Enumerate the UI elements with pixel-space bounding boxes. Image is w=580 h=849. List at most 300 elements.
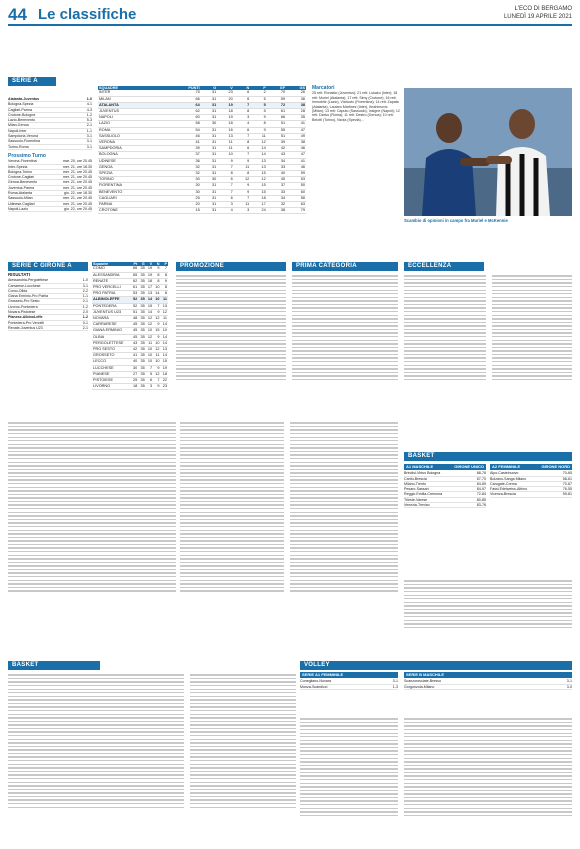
serie-c-standing-cell: 10 xyxy=(153,340,160,346)
basket-a1-group: GIRONE UNICO xyxy=(454,464,484,469)
serie-a-standing-cell: 30 xyxy=(165,189,201,195)
serie-a-standing-cell: 31 xyxy=(201,127,218,133)
serie-c-standing-cell: 8 xyxy=(161,272,168,278)
serie-a-standing-cell: 3 xyxy=(234,115,251,121)
basket-a2-result-match: Fassi Edelweiss-Albino xyxy=(490,487,527,492)
serie-a-standing-cell: 7 xyxy=(234,102,251,108)
serie-c-result-score: 1-1 xyxy=(82,294,88,299)
serie-c-standing-cell: 42 xyxy=(131,346,138,352)
serie-a-standing-cell: 7 xyxy=(217,183,234,189)
serie-c-standing-cell: 18 xyxy=(146,278,153,284)
serie-a-standing-cell: 34 xyxy=(267,195,286,201)
serie-a-standing-cell: 60 xyxy=(165,115,201,121)
serie-c-standing-cell: JUVENTUS U23 xyxy=(92,309,131,315)
serie-a-standing-cell: 11 xyxy=(217,146,234,152)
serie-a-standing-cell: 23 xyxy=(217,90,234,96)
serie-a-standing-cell: 31 xyxy=(201,170,218,176)
serie-a-standing-cell: TORINO xyxy=(98,177,165,183)
serie-c-standing-cell: 35 xyxy=(138,365,145,371)
serie-a-standing-cell: 31 xyxy=(201,96,218,102)
serie-c-standing-cell: 8 xyxy=(161,284,168,290)
serie-a-standing-cell: VERONA xyxy=(98,139,165,145)
serie-a-standing-cell: 11 xyxy=(234,164,251,170)
serie-a-standing-cell: 7 xyxy=(234,133,251,139)
basket-a2-result-row xyxy=(490,492,572,497)
serie-a-standing-cell: 18 xyxy=(217,108,234,114)
serie-c-standing-cell: 43 xyxy=(131,340,138,346)
next-round-match: Bologna-Torino xyxy=(8,169,33,174)
serie-a-standing-cell: 5 xyxy=(250,108,267,114)
paper-date: LUNEDÌ 19 APRILE 2021 xyxy=(503,14,572,20)
serie-c-standing-cell: 35 xyxy=(138,291,145,297)
serie-c-standing-cell: 35 xyxy=(138,284,145,290)
next-round-match: Roma-Atalanta xyxy=(8,191,32,196)
serie-c-standing-cell: 12 xyxy=(153,346,160,352)
serie-c-standing-cell: 15 xyxy=(161,359,168,365)
serie-a-standing-cell: BENEVENTO xyxy=(98,189,165,195)
serie-c-standing-cell: 10 xyxy=(146,346,153,352)
serie-a-standing-cell: 19 xyxy=(217,102,234,108)
serie-a-standing-cell: 9 xyxy=(234,183,251,189)
serie-a-standing-cell: 15 xyxy=(250,183,267,189)
serie-a-standing-cell: 51 xyxy=(267,133,286,139)
serie-c-standing-cell: 10 xyxy=(153,297,160,303)
serie-a-standing-cell: 9 xyxy=(217,158,234,164)
serie-c-standing-col-header: Pt xyxy=(131,262,138,266)
serie-a-standing-cell: 40 xyxy=(267,170,286,176)
volley-a1-heading xyxy=(300,672,398,678)
serie-a-standing-cell: 9 xyxy=(250,127,267,133)
basket-a1-result-match: Reggio Emilia-Cremona xyxy=(404,492,443,497)
serie-a-result-match: Cagliari-Parma xyxy=(8,107,32,112)
serie-a-standing-cell: 6 xyxy=(217,177,234,183)
serie-a-result-row xyxy=(8,145,92,150)
serie-a-result-score: 1-2 xyxy=(86,112,92,117)
serie-c-results xyxy=(8,273,88,383)
serie-a-standing-cell: 31 xyxy=(201,195,218,201)
serie-a-standing-cell: 72 xyxy=(267,102,286,108)
serie-c-standing-cell: 10 xyxy=(146,353,153,359)
serie-a-standing-cell: 70 xyxy=(267,90,286,96)
serie-a-standing-cell: 25 xyxy=(165,195,201,201)
serie-a-standing-cell: 42 xyxy=(267,146,286,152)
serie-a-standing-cell: 2 xyxy=(250,90,267,96)
serie-a-standing-cell: FIORENTINA xyxy=(98,183,165,189)
serie-c-standing-cell: 22 xyxy=(161,377,168,383)
serie-c-result-match: Renate-Juventus U23 xyxy=(8,325,43,330)
serie-a-standing-cell: SAMPDORIA xyxy=(98,146,165,152)
volley-b-result-score: 3-0 xyxy=(566,684,572,689)
serie-a-standing-cell: 66 xyxy=(267,115,286,121)
serie-c-standing-col-header: G xyxy=(138,262,145,266)
basket-a1-result-score: 72-84 xyxy=(476,492,486,497)
page-title: Le classifiche xyxy=(38,6,137,23)
serie-a-standing-cell: 11 xyxy=(217,139,234,145)
volley-standings-2 xyxy=(404,716,572,842)
serie-c-standing-cell: 35 xyxy=(138,272,145,278)
serie-c-standing-cell: GIANA ERMINIO xyxy=(92,328,131,334)
serie-a-standing-cell: 31 xyxy=(201,102,218,108)
serie-a-standing-cell: 32 xyxy=(267,201,286,207)
serie-c-result-score: 1-0 xyxy=(82,278,88,283)
serie-a-standing-cell: CAGLIARI xyxy=(98,195,165,201)
serie-a-standing-cell: 14 xyxy=(250,152,267,158)
serie-a-standing-cell: 8 xyxy=(217,170,234,176)
serie-a-standing-cell: 11 xyxy=(250,133,267,139)
volley-a1-result-score: 3-1 xyxy=(392,679,398,684)
serie-c-standing-cell: PERGOLETTESE xyxy=(92,340,131,346)
serie-a-standing-cell: 31 xyxy=(201,108,218,114)
basket-a1-result-match: Brindisi-Virtus Bologna xyxy=(404,471,441,476)
next-round-title: Prossimo Turno xyxy=(8,152,46,159)
serie-a-standing-cell: 31 xyxy=(201,133,218,139)
serie-a-standing-cell: 53 xyxy=(286,177,306,183)
serie-c-standing-cell: OLBIA xyxy=(92,334,131,340)
serie-c-standing-cell: 12 xyxy=(146,334,153,340)
serie-a-standing-cell: PARMA xyxy=(98,201,165,207)
basket-a1-title: A1 MASCHILE xyxy=(406,464,434,469)
serie-a-standing-cell: 26 xyxy=(286,90,306,96)
serie-c-standing-cell: 35 xyxy=(138,384,145,390)
section-basket-bottom: BASKET xyxy=(8,661,100,670)
serie-c-standing-cell: 45 xyxy=(131,328,138,334)
serie-a-result-match: Napoli-Inter xyxy=(8,128,27,133)
basket-a1-result-score: 67-70 xyxy=(476,476,486,481)
serie-c-standing-cell: 62 xyxy=(131,278,138,284)
volley-b-result-match: Gorgonzola-Milano xyxy=(404,684,435,689)
serie-c-standing-cell: LECCO xyxy=(92,359,131,365)
basket-a1-result-score: 80-85 xyxy=(476,497,486,502)
serie-a-result-match: Bologna-Spezia xyxy=(8,102,34,107)
serie-a-result-match: Milan-Genoa xyxy=(8,123,29,128)
serie-a-standing-cell: 39 xyxy=(267,139,286,145)
basket-a2-result-score: 59-81 xyxy=(562,492,572,497)
serie-c-standing-cell: 14 xyxy=(146,297,153,303)
serie-a-standing-cell: 7 xyxy=(234,195,251,201)
basket-a2-result-match: Bolzano-Sanga Milano xyxy=(490,476,527,481)
serie-c-standing-col-header: N xyxy=(153,262,160,266)
serie-c-standing-cell: PRO PATRIA xyxy=(92,291,131,297)
serie-a-standing-cell: 75 xyxy=(165,90,201,96)
serie-c-standing-cell: 12 xyxy=(153,315,160,321)
serie-c-standing-cell: 35 xyxy=(138,377,145,383)
serie-a-result-score: 1-1 xyxy=(86,128,92,133)
serie-c-standing-cell: 35 xyxy=(138,315,145,321)
serie-a-standing-cell: 8 xyxy=(234,108,251,114)
volley-standings-1 xyxy=(300,716,398,842)
basket-a1-result-score: 84-97 xyxy=(476,487,486,492)
serie-c-standing-cell: 45 xyxy=(131,334,138,340)
serie-a-standing-cell: 4 xyxy=(217,208,234,214)
serie-c-standing-cell: 52 xyxy=(131,297,138,303)
serie-c-standing-col-header: Squadre xyxy=(92,262,131,266)
serie-a-standing-cell: 12 xyxy=(250,139,267,145)
serie-c-standing-cell: 12 xyxy=(146,322,153,328)
serie-c-standing-cell: PRO VERCELLI xyxy=(92,284,131,290)
serie-a-standing-cell: UDINESE xyxy=(98,158,165,164)
serie-c-result-match: Como-Olbia xyxy=(8,288,28,293)
serie-c-standing-cell: 10 xyxy=(146,328,153,334)
serie-c-standing-cell: 13 xyxy=(161,346,168,352)
serie-a-standing-cell: 59 xyxy=(267,96,286,102)
basket-a2-result-match: Vicenza-Brescia xyxy=(490,492,516,497)
serie-a-standing-cell: 59 xyxy=(286,170,306,176)
serie-a-standing-cell: 8 xyxy=(234,139,251,145)
section-serie-a: SERIE A xyxy=(8,77,56,86)
serie-c-standing-cell: PRO SESTO xyxy=(92,346,131,352)
page-number: 44 xyxy=(8,5,27,24)
serie-a-standing-cell: 31 xyxy=(201,158,218,164)
serie-a-standing-cell: 43 xyxy=(267,152,286,158)
serie-a-standing-cell: 31 xyxy=(201,152,218,158)
serie-a-standing-cell: 20 xyxy=(165,201,201,207)
serie-a-standings-table xyxy=(98,86,306,214)
serie-a-standing-col-header: GS xyxy=(286,86,306,90)
serie-c-result-row xyxy=(8,326,88,331)
serie-a-standing-cell: 11 xyxy=(234,201,251,207)
serie-a-standing-cell: 17 xyxy=(250,201,267,207)
next-round-score: mer. 21, ore 20.45 xyxy=(62,201,92,206)
serie-a-standing-cell: NAPOLI xyxy=(98,115,165,121)
serie-c-standing-cell: PONTEDERA xyxy=(92,303,131,309)
serie-c-standings-table xyxy=(92,262,168,390)
girone-block-2 xyxy=(180,420,284,640)
serie-a-standing-cell: GENOA xyxy=(98,164,165,170)
serie-c-standing-cell: LUCCHESE xyxy=(92,365,131,371)
serie-a-standing-cell: 51 xyxy=(267,121,286,127)
players-photo-image xyxy=(404,88,572,216)
serie-c-standing-cell: 48 xyxy=(131,315,138,321)
serie-a-standing-cell: 20 xyxy=(217,96,234,102)
basket-a1-result-match: Venezia-Treviso xyxy=(404,503,430,508)
volley-a1-result-match: Conegliano-Novara xyxy=(300,679,331,684)
serie-a-standing-cell: 50 xyxy=(286,183,306,189)
serie-c-standing-cell: 27 xyxy=(131,371,138,377)
serie-c-standing-cell: 14 xyxy=(161,322,168,328)
photo-caption: Scambio di opinioni in campo fra Muriel e McKennie xyxy=(404,218,508,223)
serie-a-standing-cell: 35 xyxy=(286,115,306,121)
prima-block xyxy=(292,273,398,413)
serie-c-standing-cell: 8 xyxy=(161,291,168,297)
serie-a-standing-cell: 5 xyxy=(250,96,267,102)
serie-c-standing-cell: 35 xyxy=(138,346,145,352)
section-eccellenza: ECCELLENZA xyxy=(404,262,484,271)
serie-a-standing-cell: 54 xyxy=(165,127,201,133)
basket-a1-result-score: 83-76 xyxy=(476,503,486,508)
serie-c-standing-cell: COMO xyxy=(92,266,131,272)
serie-a-standing-cell: 6 xyxy=(234,90,251,96)
serie-c-result-match: Giana Erminio-Pro Patria xyxy=(8,294,48,299)
serie-c-standing-cell: 15 xyxy=(153,328,160,334)
serie-a-result-score: 3-1 xyxy=(86,134,92,139)
serie-a-standing-cell: 39 xyxy=(165,146,201,152)
serie-c-standing-cell: 25 xyxy=(131,377,138,383)
serie-c-standing-cell: 18 xyxy=(161,371,168,377)
volley-b-title: SERIE B MASCHILE xyxy=(406,672,445,677)
serie-a-standing-col-header: GF xyxy=(267,86,286,90)
serie-a-standing-cell: 5 xyxy=(250,102,267,108)
serie-a-standing-cell: JUVENTUS xyxy=(98,108,165,114)
basket-a1-result-match: Pesaro-Sassari xyxy=(404,487,429,492)
serie-c-standing-cell: 19 xyxy=(146,272,153,278)
serie-a-standing-cell: 15 xyxy=(165,208,201,214)
serie-a-standing-cell: 19 xyxy=(217,115,234,121)
match-photo xyxy=(404,88,572,216)
serie-c-standing-cell: RENATE xyxy=(92,278,131,284)
serie-c-standing-cell: NOVARA xyxy=(92,315,131,321)
volley-a1-result-score: 1-3 xyxy=(392,684,398,689)
serie-c-standing-cell: 7 xyxy=(161,266,168,272)
serie-c-result-match: Pontedera-Pro Vercelli xyxy=(8,320,44,325)
serie-a-standing-cell: 46 xyxy=(286,164,306,170)
next-round-score: mer. 21, ore 20.45 xyxy=(62,196,92,201)
volley-a1-block xyxy=(300,672,398,712)
serie-c-standing-cell: 65 xyxy=(131,272,138,278)
basket-standings-block xyxy=(404,578,572,640)
serie-a-standing-cell: 37 xyxy=(267,183,286,189)
serie-a-standing-cell: 41 xyxy=(165,139,201,145)
serie-a-standing-cell: 61 xyxy=(267,108,286,114)
serie-a-standing-cell: 13 xyxy=(250,164,267,170)
basket-a2-result-score: 70-65 xyxy=(562,471,572,476)
serie-a-standing-cell: 47 xyxy=(286,152,306,158)
serie-a-standing-cell: 37 xyxy=(165,152,201,158)
serie-c-standing-cell: 10 xyxy=(153,359,160,365)
serie-a-result-score: 4-3 xyxy=(86,107,92,112)
serie-c-standing-cell: LIVORNO xyxy=(92,384,131,390)
serie-a-standing-cell: BOLOGNA xyxy=(98,152,165,158)
paper-name: L'ECO DI BERGAMO xyxy=(514,6,572,12)
basket-a2-block xyxy=(490,464,572,574)
serie-a-result-match: Atalanta-Juventus xyxy=(8,97,40,101)
serie-c-standing-cell: 35 xyxy=(138,322,145,328)
serie-a-standing-cell: 34 xyxy=(267,158,286,164)
serie-a-standing-cell: 60 xyxy=(286,189,306,195)
serie-a-result-match: Torino-Roma xyxy=(8,144,29,149)
serie-c-standing-cell: 18 xyxy=(131,384,138,390)
serie-c-results-title: RISULTATI xyxy=(8,272,30,277)
serie-c-result-match: Carrarese-Lucchese xyxy=(8,283,41,288)
serie-c-result-score: 2-1 xyxy=(82,325,88,330)
next-round-score: mer. 21, ore 18.30 xyxy=(62,164,92,169)
basket-a1-heading xyxy=(404,464,486,470)
serie-a-standing-cell: 6 xyxy=(234,96,251,102)
serie-c-result-score: 2-1 xyxy=(82,299,88,304)
serie-a-standing-row xyxy=(98,208,306,214)
serie-a-standing-cell: 31 xyxy=(201,208,218,214)
serie-a-standing-cell: 6 xyxy=(234,146,251,152)
serie-c-standings xyxy=(92,262,168,389)
serie-a-standing-cell: 31 xyxy=(201,164,218,170)
volley-b-result-score: 3-1 xyxy=(566,679,572,684)
serie-c-standing-cell: 19 xyxy=(146,266,153,272)
serie-c-result-match: Grosseto-Pro Sesto xyxy=(8,299,40,304)
serie-a-standing-cell: 31 xyxy=(201,183,218,189)
serie-c-standing-cell: 35 xyxy=(138,340,145,346)
serie-a-standing-cell: 62 xyxy=(165,108,201,114)
serie-a-standing-cell: 31 xyxy=(201,189,218,195)
serie-c-standing-cell: 23 xyxy=(161,384,168,390)
serie-a-standing-cell: 4 xyxy=(234,121,251,127)
serie-c-standing-cell: GROSSETO xyxy=(92,353,131,359)
serie-c-standing-cell: 53 xyxy=(131,291,138,297)
serie-a-standing-cell: 64 xyxy=(165,102,201,108)
basket-a1-result-match: Cantù-Brescia xyxy=(404,476,427,481)
serie-a-standing-cell: 13 xyxy=(217,133,234,139)
serie-c-standing-cell: 35 xyxy=(138,371,145,377)
next-round-score: gio. 22, ore 18.30 xyxy=(64,191,92,196)
serie-a-standing-cell: 32 xyxy=(165,164,201,170)
volley-b-heading xyxy=(404,672,572,678)
basket-a2-result-score: 76-55 xyxy=(562,487,572,492)
serie-c-result-score: 1-2 xyxy=(82,304,88,309)
basket-a1-result-score: 88-76 xyxy=(476,471,486,476)
serie-a-standing-cell: 14 xyxy=(250,146,267,152)
serie-c-result-score: 2-0 xyxy=(82,310,88,315)
serie-a-result-score: 4-1 xyxy=(86,102,92,107)
serie-c-standing-cell: PISTOIESE xyxy=(92,377,131,383)
serie-c-standing-cell: CARRARESE xyxy=(92,322,131,328)
serie-c-standing-cell: 14 xyxy=(161,353,168,359)
serie-c-standing-cell: 10 xyxy=(153,284,160,290)
basket-a2-result-match: Carugate-Crema xyxy=(490,481,517,486)
serie-c-standing-cell: 7 xyxy=(153,377,160,383)
serie-a-standing-cell: 30 xyxy=(201,177,218,183)
serie-a-result-match: Sampdoria-Verona xyxy=(8,134,38,139)
serie-c-standing-cell: 7 xyxy=(146,365,153,371)
basket-a1-result-match: Milano-Trento xyxy=(404,481,427,486)
page-header xyxy=(8,4,572,26)
scorers-text: 25 reti: Ronaldo (Juventus); 21 reti: Lukaku (Inter); 18 reti: Muriel (Atalanta); 17 reti: Simy (Crotone); 16 reti: Immobile (Lazio), Vlahovic (Fiorentina); 14 reti: Zapata (Atalanta), Lautaro Martinez (Inter), Ibrahimovic (Milan); 13 reti: Caputo (Sassuolo), Insigne (Napoli); 12 reti: Dzeko (Roma); 11 reti: Destro (Genoa); 10 reti: Belotti (Torino), Nzola (Spezia)... xyxy=(312,91,400,122)
girone-block-1 xyxy=(8,420,176,640)
serie-c-standing-cell: ALBINOLEFFE xyxy=(92,297,131,303)
serie-a-standing-cell: 33 xyxy=(267,189,286,195)
serie-c-standing-cell: ALESSANDRIA xyxy=(92,272,131,278)
serie-a-standing-cell: 24 xyxy=(250,208,267,214)
serie-a-standing-cell: 46 xyxy=(165,133,201,139)
serie-c-standing-col-header: V xyxy=(146,262,153,266)
serie-c-standing-cell: 40 xyxy=(131,359,138,365)
serie-c-standing-cell: 9 xyxy=(153,322,160,328)
serie-a-standing-cell: 6 xyxy=(234,127,251,133)
next-round-match: Crotone-Cagliari xyxy=(8,175,35,180)
serie-c-standing-cell: 41 xyxy=(131,353,138,359)
serie-a-standing-cell: 12 xyxy=(234,177,251,183)
serie-c-standing-cell: 66 xyxy=(131,266,138,272)
serie-c-standing-cell: 10 xyxy=(161,328,168,334)
serie-a-standing-cell: 9 xyxy=(250,115,267,121)
scorers-title: Marcatori xyxy=(312,85,335,91)
serie-c-standing-cell: 35 xyxy=(138,334,145,340)
serie-c-standing-cell: 7 xyxy=(153,303,160,309)
volley-a1-result-match: Monza-Scandicci xyxy=(300,684,328,689)
serie-a-standing-cell: 47 xyxy=(286,127,306,133)
serie-a-standing-cell: 33 xyxy=(267,164,286,170)
section-basket: BASKET xyxy=(404,452,572,461)
serie-c-standing-cell: 9 xyxy=(161,278,168,284)
serie-c-result-match: Alessandria-Pergolettese xyxy=(8,278,49,283)
next-round-match: Inter-Spezia xyxy=(8,164,28,169)
next-round-match: Sassuolo-Milan xyxy=(8,196,33,201)
serie-c-standing-cell: 9 xyxy=(153,309,160,315)
serie-a-result-match: Crotone-Bologna xyxy=(8,112,36,117)
volley-b-result-match: Scanzorosciate-Bresso xyxy=(404,679,441,684)
serie-a-standing-cell: 30 xyxy=(165,183,201,189)
next-round-score: mer. 21, ore 20.45 xyxy=(62,180,92,185)
next-round-match: Juventus-Parma xyxy=(8,185,35,190)
basket-a1-result-score: 84-69 xyxy=(476,481,486,486)
serie-c-result-match: Livorno-Pontedera xyxy=(8,304,38,309)
